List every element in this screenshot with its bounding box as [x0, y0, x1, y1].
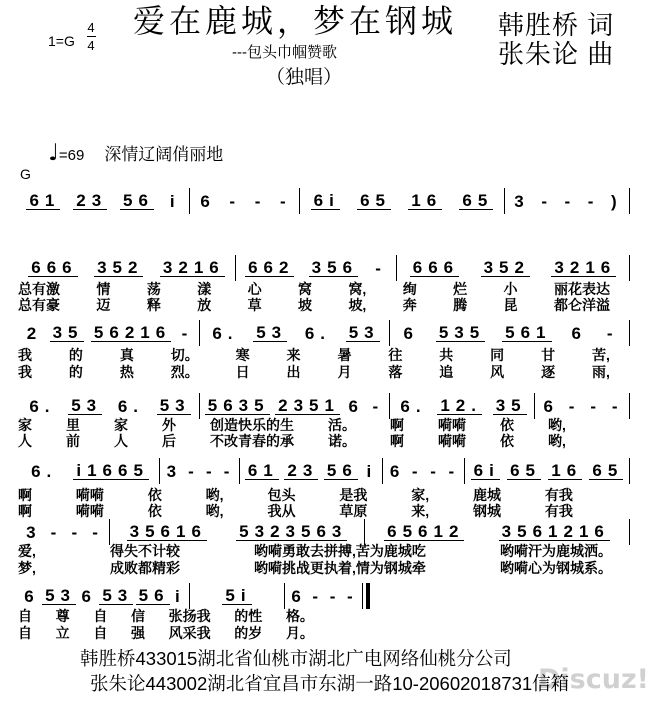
chord-symbol: G	[20, 166, 31, 182]
note-group: 2	[26, 323, 43, 343]
lyric-syllable: 梦,	[18, 560, 36, 576]
note-group: 16	[408, 192, 442, 210]
lyric-syllable: 哟嗬心为钢城系。	[499, 560, 612, 576]
lyric-syllable: 草	[247, 297, 262, 313]
note-dash: -	[587, 191, 600, 211]
lyric-syllable: 哟嗬汗为鹿城洒。	[499, 543, 612, 559]
note-group: 666	[28, 259, 77, 277]
lyric-syllable: 强	[130, 625, 145, 641]
lyric-syllable: 啊	[390, 433, 404, 449]
time-signature-bottom: 4	[87, 38, 95, 53]
measure	[18, 393, 200, 419]
lyric-syllable: 热	[119, 364, 134, 380]
lyric-syllable: 的岁	[234, 625, 263, 641]
lyric-syllable: 丽花表达	[553, 281, 610, 297]
note-group: 56216	[91, 324, 171, 342]
measure	[18, 519, 110, 545]
lyric-syllable: 都仑洋溢	[553, 297, 610, 313]
lyric-syllable: 真	[119, 347, 134, 363]
note-group: 6	[291, 586, 307, 606]
note-dash: -	[606, 323, 619, 343]
measure	[110, 519, 365, 545]
lyric-syllable: 人	[114, 433, 128, 449]
note-group: 561	[502, 324, 551, 342]
lyric-syllable: 信	[130, 608, 145, 624]
note-group: 6	[543, 396, 559, 416]
lyric-syllable: 后	[162, 433, 176, 449]
note-group: 65	[507, 462, 541, 480]
measure	[200, 393, 390, 419]
note-group: 23	[73, 192, 107, 210]
lyric-syllable: 人	[18, 433, 32, 449]
lyric-syllable: 自	[93, 625, 108, 641]
lyric-syllable: 漾	[197, 281, 212, 297]
note-group: 65	[459, 192, 493, 210]
note-group: 16	[548, 462, 582, 480]
note-group: 61	[26, 192, 60, 210]
lyric-syllable: 昆	[503, 297, 518, 313]
lyric-syllable: 啊	[18, 503, 32, 519]
lyric-syllable: 创造快乐的生	[210, 417, 294, 433]
note-dash: -	[375, 258, 387, 278]
lyric-syllable: 家	[114, 417, 128, 433]
lyric-syllable: 烂	[453, 281, 468, 297]
lyric-syllable: 成败都精彩	[109, 560, 180, 576]
lyric-syllable: 释	[146, 297, 161, 313]
lyric-syllable: 心	[247, 281, 262, 297]
lyric-syllable: 的	[68, 347, 83, 363]
note-dash: -	[229, 191, 242, 211]
measure	[390, 393, 535, 419]
lyric-syllable: 格。	[285, 608, 314, 624]
note-dash: -	[312, 586, 325, 606]
key-signature: 1=G	[48, 33, 75, 49]
tempo-marking	[48, 140, 223, 169]
note-group: 65612	[384, 523, 464, 541]
lyric-syllable: 哟,	[548, 433, 566, 449]
lyric-syllable: 依	[500, 417, 514, 433]
note-group: 53	[68, 397, 102, 415]
note-group: 35	[493, 397, 527, 415]
note-dash: -	[254, 191, 267, 211]
lyric-syllable: 家,	[411, 487, 430, 503]
note-group: 6i	[311, 192, 340, 210]
note-group: 53	[99, 587, 133, 605]
lyric-syllable: 甘	[541, 347, 556, 363]
note-group: 6i	[471, 462, 500, 480]
lyric-syllable: 出	[286, 364, 301, 380]
lyric-syllable: 落	[388, 364, 403, 380]
note-dash: -	[181, 323, 194, 343]
lyric-syllable: 总有豪	[18, 297, 60, 313]
note-group: 6	[200, 191, 216, 211]
measure	[390, 320, 630, 346]
lyric-line	[18, 364, 610, 380]
note-group: 56	[136, 587, 170, 605]
note-group: 53	[253, 324, 287, 342]
measure	[190, 583, 285, 609]
lyric-syllable: 不改青春的承	[210, 433, 294, 449]
note-group: 3	[166, 461, 183, 481]
measure	[535, 393, 630, 419]
measure	[18, 188, 190, 214]
lyric-syllable: 日	[235, 364, 250, 380]
note-dash: -	[590, 396, 602, 416]
lyric-syllable: 有我	[544, 503, 573, 519]
lyric-syllable: 放	[197, 297, 212, 313]
lyric-syllable: 是我	[339, 487, 368, 503]
time-signature	[85, 21, 97, 52]
note-group: 6.	[400, 396, 427, 416]
note-group: i	[169, 191, 181, 211]
measure	[397, 255, 630, 281]
lyric-syllable: 共	[439, 347, 454, 363]
lyric-syllable: 包头	[267, 487, 296, 503]
note-dash: -	[541, 191, 553, 211]
note-group: 65	[589, 462, 623, 480]
note-group: 5323563	[236, 523, 347, 541]
lyric-syllable: 苦,	[591, 347, 610, 363]
lyric-line	[18, 560, 612, 576]
quarter-note-icon: ♩	[48, 140, 59, 166]
lyric-syllable: 鹿城	[473, 487, 502, 503]
lyric-syllable: 自	[18, 608, 32, 624]
lyric-syllable: 小	[503, 281, 518, 297]
note-dash: -	[411, 461, 424, 481]
lyric-syllable: 草原	[339, 503, 368, 519]
note-group: 6.	[304, 323, 332, 343]
lyric-syllable: 得失不计较	[109, 543, 180, 559]
note-group: 2351	[275, 397, 340, 415]
lyric-syllable: 来	[286, 347, 301, 363]
note-dash: -	[347, 586, 359, 606]
lyric-syllable: 活。	[328, 417, 356, 433]
lyric-line	[18, 281, 610, 297]
lyric-syllable: 窝	[298, 281, 313, 297]
lyric-syllable: 切。	[170, 347, 199, 363]
note-group: 3216	[551, 259, 616, 277]
lyric-syllable: 里	[66, 417, 80, 433]
note-group: 6	[571, 323, 587, 343]
lyric-syllable: 我	[18, 364, 32, 380]
note-group: 61	[245, 462, 279, 480]
note-group: 6	[348, 396, 364, 416]
lyric-syllable: 嗬嗬	[75, 503, 104, 519]
measure	[160, 458, 240, 484]
note-group: 35	[50, 324, 84, 342]
lyric-syllable: 嗬嗬	[75, 487, 104, 503]
measure	[18, 458, 160, 484]
measure	[18, 255, 236, 281]
lyric-syllable: 家	[18, 417, 32, 433]
measure	[465, 458, 630, 484]
note-group: 352	[94, 259, 143, 277]
measure	[18, 583, 190, 609]
note-dash: -	[188, 461, 200, 481]
note-group: 6.	[212, 323, 239, 343]
lyric-syllable: 哟嗬勇敢去拼搏,苦为鹿城吃	[254, 543, 426, 559]
note-group: 53	[157, 397, 191, 415]
lyric-line	[18, 417, 566, 433]
note-group: 3	[26, 522, 42, 542]
note-group: 6	[403, 323, 419, 343]
lyric-syllable: 哟嗬挑战更执着,情为钢城牵	[254, 560, 426, 576]
lyric-syllable: 嗬嗬	[438, 433, 466, 449]
lyric-syllable: 依	[147, 487, 162, 503]
lyric-syllable: 依	[147, 503, 162, 519]
lyric-line	[18, 347, 610, 363]
note-dash: -	[280, 191, 292, 211]
lyric-line	[18, 625, 314, 641]
note-group: 6	[81, 586, 97, 606]
lyric-syllable: 逐	[541, 364, 556, 380]
note-dash: -	[372, 396, 385, 416]
lyric-syllable: 啊	[390, 417, 404, 433]
lyric-syllable: 嗬嗬	[438, 417, 466, 433]
lyric-syllable: 哟,	[205, 503, 224, 519]
composer-address: 张朱论443002湖北省宜昌市东湖一路10-20602018731信箱	[90, 673, 570, 694]
note-group: 666	[410, 259, 459, 277]
note-group: i1665	[73, 462, 149, 480]
lyric-line	[18, 487, 573, 503]
note-group: 65	[357, 192, 391, 210]
lyric-syllable: 坡,	[348, 297, 367, 313]
lyric-syllable: 我	[18, 347, 32, 363]
lyric-syllable: 往	[388, 347, 403, 363]
measure	[300, 188, 505, 214]
lyric-syllable: 外	[162, 417, 176, 433]
lyric-line	[18, 433, 566, 449]
lyric-syllable: 自	[18, 625, 32, 641]
watermark-logo: Discuz!	[538, 664, 649, 695]
lyric-syllable: 诺。	[328, 433, 356, 449]
note-group: 35616	[127, 523, 207, 541]
lyric-syllable: 的性	[234, 608, 263, 624]
note-group: 662	[245, 259, 294, 277]
composer-credit: 张朱论 曲	[498, 39, 615, 69]
time-signature-divider	[87, 36, 96, 37]
lyric-syllable: 风	[490, 364, 505, 380]
lyric-syllable: 情	[96, 281, 111, 297]
lyric-line	[18, 543, 612, 559]
note-dash: -	[611, 396, 624, 416]
note-dash: -	[329, 586, 342, 606]
note-group: 53	[42, 587, 76, 605]
lyric-syllable: 哟,	[548, 417, 566, 433]
note-group: 535	[436, 324, 485, 342]
lyricist-address: 韩胜桥433015湖北省仙桃市湖北广电网络仙桃分公司	[80, 648, 512, 669]
lyric-syllable: 哟,	[205, 487, 224, 503]
note-group: 3	[514, 191, 530, 211]
note-dash: -	[430, 461, 442, 481]
lyric-syllable: 迈	[96, 297, 111, 313]
lyric-syllable: 前	[66, 433, 80, 449]
note-group: i	[175, 586, 186, 606]
lyric-syllable: 窝,	[348, 281, 367, 297]
lyric-syllable: 总有激	[18, 281, 60, 297]
note-group: 5635	[205, 397, 270, 415]
lyric-syllable: 腾	[453, 297, 468, 313]
performance-type: （独唱）	[266, 67, 343, 88]
lyric-syllable: 爱,	[18, 543, 36, 559]
lyric-syllable: 月。	[285, 625, 314, 641]
lyric-syllable: 追	[439, 364, 454, 380]
note-group: 3561216	[499, 523, 610, 541]
lyricist-credit: 韩胜桥 词	[498, 10, 615, 40]
note-group: 352	[481, 259, 530, 277]
lyric-syllable: 自	[93, 608, 108, 624]
note-group: 56	[324, 462, 358, 480]
note-group: 6.	[31, 461, 58, 481]
lyric-syllable: 暑	[337, 347, 352, 363]
note-dash: -	[92, 522, 104, 542]
measure	[505, 188, 630, 214]
lyric-syllable: 绚	[402, 281, 417, 297]
lyric-syllable: 钢城	[473, 503, 502, 519]
note-dash: -	[223, 461, 236, 481]
note-group: 6.	[29, 396, 56, 416]
note-group: 356	[309, 259, 358, 277]
measure	[190, 188, 300, 214]
note-group: )	[611, 191, 623, 211]
note-dash: -	[50, 522, 63, 542]
lyric-line	[18, 608, 314, 624]
lyric-syllable: 啊	[18, 487, 32, 503]
lyric-syllable: 立	[55, 625, 70, 641]
lyric-syllable: 烈。	[170, 364, 199, 380]
lyric-line	[18, 297, 610, 313]
note-group: 53	[346, 324, 380, 342]
measure	[285, 583, 363, 609]
lyric-syllable: 来,	[411, 503, 430, 519]
lyric-syllable: 尊	[55, 608, 70, 624]
note-dash: -	[564, 191, 577, 211]
measure	[240, 458, 383, 484]
lyric-syllable: 雨,	[591, 364, 610, 380]
lyric-line	[18, 503, 573, 519]
lyric-syllable: 寒	[235, 347, 250, 363]
expression-marking: 深情辽阔俏丽地	[104, 145, 224, 164]
note-group: 56	[120, 192, 154, 210]
note-group: 3216	[160, 259, 225, 277]
lyric-syllable: 风采我	[168, 625, 211, 641]
lyric-syllable: 荡	[146, 281, 161, 297]
lyric-syllable: 同	[490, 347, 505, 363]
note-group: 23	[284, 462, 318, 480]
lyric-syllable: 张扬我	[168, 608, 211, 624]
lyric-syllable: 的	[68, 364, 83, 380]
final-barline	[366, 583, 370, 609]
note-dash: -	[448, 461, 461, 481]
song-subtitle: ---包头巾帼赞歌	[232, 44, 337, 61]
lyric-syllable: 依	[500, 433, 514, 449]
note-group: 6	[24, 586, 40, 606]
lyric-syllable: 月	[337, 364, 352, 380]
note-dash: -	[568, 396, 581, 416]
song-title: 爱在鹿城，梦在钢城	[133, 2, 458, 40]
measure	[200, 320, 390, 346]
note-group: 12.	[437, 397, 482, 415]
measure	[236, 255, 397, 281]
measure	[18, 320, 200, 346]
note-group: 5i	[222, 587, 251, 605]
measure	[365, 519, 630, 545]
note-group: 6.	[117, 396, 145, 416]
lyric-syllable: 奔	[402, 297, 417, 313]
note-dash: -	[205, 461, 218, 481]
lyric-syllable: 我从	[267, 503, 296, 519]
note-group: 6	[389, 461, 406, 481]
lyric-syllable: 有我	[544, 487, 573, 503]
note-dash: -	[71, 522, 84, 542]
measure	[383, 458, 465, 484]
lyric-syllable: 坡	[298, 297, 313, 313]
tempo-value: =69	[58, 147, 85, 164]
note-group: i	[366, 461, 378, 481]
time-signature-top: 4	[87, 20, 95, 35]
